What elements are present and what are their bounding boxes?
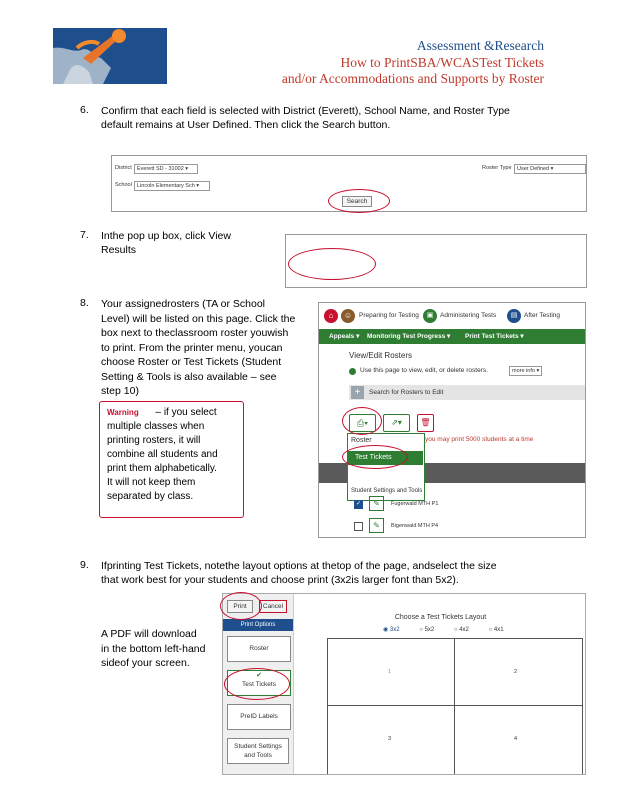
radio-5x2[interactable]: ○ 5x2: [419, 627, 435, 633]
step-9-line2: that work best for your students and choose print (3x2is larger font than 5x2).: [101, 574, 459, 586]
document-title-line2: and/or Accommodations and Supports by Roster: [281, 71, 544, 86]
print-menu-button[interactable]: ⎙▾: [349, 414, 376, 432]
step-8-text: [101, 297, 321, 399]
pdf-note-line: sideof your screen.: [101, 657, 190, 669]
dropdown-student-settings[interactable]: Student Settings and Tools: [351, 488, 423, 494]
radio-4x2[interactable]: ○ 4x2: [453, 627, 469, 633]
step-7-number: 7.: [80, 229, 89, 241]
row-checkbox-checked[interactable]: ✓: [355, 501, 362, 507]
page-title: View/Edit Rosters: [349, 351, 412, 360]
print-button[interactable]: Print: [227, 600, 253, 613]
grid-cell-2: 2: [514, 669, 518, 675]
warning-first-line: [107, 406, 241, 420]
monitor-icon: ▣: [423, 309, 437, 323]
warning-line: multiple classes when: [107, 421, 205, 432]
step-8-line: box next to theclassroom roster youwish: [101, 327, 289, 339]
option-roster[interactable]: Roster: [227, 636, 291, 662]
pdf-note-line: in the bottom left-hand: [101, 642, 206, 655]
home-icon[interactable]: ⌂: [324, 309, 338, 323]
search-button-highlight: [328, 189, 390, 213]
roster-type-select[interactable]: User Defined ▾: [514, 164, 586, 174]
option-test-tickets-label: Test Tickets: [242, 681, 276, 688]
layout-title: Choose a Test Tickets Layout: [394, 614, 487, 621]
tab-after[interactable]: After Testing: [524, 312, 561, 319]
print-limit-text: you may print 5000 students at a time: [425, 436, 534, 443]
school-select[interactable]: Lincoln Elementary Sch ▾: [134, 181, 210, 191]
print-button-highlight: [220, 592, 262, 620]
print-menu-highlight: [342, 407, 382, 435]
delete-icon[interactable]: 🗑: [417, 414, 434, 432]
export-button[interactable]: ⇗▾: [383, 414, 410, 432]
district-value: Everett SD - 31002: [137, 166, 184, 172]
more-info-button[interactable]: more info ▾: [509, 366, 542, 376]
step-8-line: Your assignedrosters (TA or School: [101, 298, 266, 310]
grid-divider-horizontal: [328, 705, 582, 706]
warning-line: print them alphabetically.: [107, 463, 217, 474]
warning-line: printing rosters, it will: [107, 435, 201, 446]
step-6-line2: default remains at User Defined. Then click the Search button.: [101, 119, 391, 131]
ticket-grid: [327, 638, 583, 775]
step-8-line: to print. From the printer menu, youcan: [101, 341, 283, 354]
test-tickets-highlight: [342, 445, 408, 469]
step-8-number: 8.: [80, 297, 89, 309]
step-9-line1: Ifprinting Test Tickets, notethe layout options at thetop of the page, andselect the size: [101, 560, 497, 572]
menu-appeals-label: Appeals: [329, 333, 355, 340]
district-label: District: [115, 165, 132, 171]
step-8-line: choose Roster or Test Tickets (Student: [101, 356, 282, 368]
table-row: Fugerwald MTH P1: [391, 501, 439, 507]
check-icon: ✔: [256, 672, 262, 679]
pdf-note: [101, 627, 219, 671]
info-icon: [349, 368, 356, 375]
print-options-title: Print Options: [223, 619, 293, 631]
roster-type-label: Roster Type: [482, 165, 512, 171]
user-icon[interactable]: ☺: [341, 309, 355, 323]
step-6-line1: Confirm that each field is selected with District (Everett), School Name, and Roster Type: [101, 105, 510, 117]
grid-divider-vertical: [454, 639, 455, 775]
view-results-highlight: [288, 248, 376, 280]
pdf-note-line: A PDF will download: [101, 628, 197, 640]
radio-4x2-label: 4x2: [459, 627, 469, 633]
radio-3x2[interactable]: ◉ 3x2: [383, 627, 400, 633]
warning-text: [107, 406, 241, 504]
expand-icon[interactable]: +: [351, 386, 364, 399]
radio-4x1-label: 4x1: [493, 627, 504, 633]
department-name: Assessment &Research: [416, 38, 544, 53]
table-row: Bigenwald MTH P4: [391, 523, 439, 529]
tab-administering[interactable]: Administering Tests: [440, 312, 497, 319]
cancel-button[interactable]: Cancel: [259, 600, 287, 613]
search-rosters-label: Search for Rosters to Edit: [369, 389, 444, 396]
warning-line: It will not keep them: [107, 477, 196, 488]
warning-line: combine all students and: [107, 449, 218, 460]
search-button[interactable]: Search: [342, 196, 372, 207]
tab-preparing[interactable]: Preparing for Testing: [359, 312, 419, 319]
menu-print-tickets-label: Print Test Tickets: [465, 333, 519, 340]
instruction-text: Use this page to view, edit, or delete rosters.: [360, 367, 488, 374]
edit-icon[interactable]: ✎: [369, 518, 384, 533]
menu-appeals[interactable]: Appeals ▾: [329, 333, 360, 340]
dropdown-preid-labels[interactable]: PreID Labels: [351, 470, 392, 477]
radio-3x2-label: 3x2: [389, 627, 400, 633]
menu-monitoring-label: Monitoring Test Progress: [367, 333, 446, 340]
warning-line: separated by class.: [107, 491, 194, 502]
step-7-line2: Results: [101, 244, 137, 256]
option-preid-labels[interactable]: PreID Labels: [227, 704, 291, 730]
grid-cell-4: 4: [514, 736, 518, 742]
step-8-line: step 10): [101, 385, 139, 397]
grid-cell-1: 1: [388, 669, 392, 675]
step-8-line: Level) will be listed on this page. Click the: [101, 312, 296, 325]
menu-print-tickets[interactable]: Print Test Tickets ▾: [465, 333, 524, 340]
step-7-line1: Inthe pop up box, click View: [101, 230, 231, 242]
report-icon: ▤: [507, 309, 521, 323]
radio-5x2-label: 5x2: [424, 627, 435, 633]
document-title-line1: How to PrintSBA/WCASTest Tickets: [340, 55, 544, 70]
school-label: School: [115, 182, 132, 188]
more-info-label: more info: [512, 368, 535, 374]
warning-label: Warning: [107, 408, 139, 417]
district-select[interactable]: Everett SD - 31002 ▾: [134, 164, 198, 174]
test-tickets-option-highlight: [224, 668, 290, 700]
dropdown-test-tickets-label: Test Tickets: [355, 454, 392, 461]
dropdown-roster[interactable]: Roster: [351, 437, 372, 444]
district-logo: [53, 28, 167, 84]
edit-icon[interactable]: ✎: [369, 496, 384, 511]
grid-cell-3: 3: [388, 736, 392, 742]
step-9-number: 9.: [80, 559, 89, 571]
step-8-line: Setting & Tools is also available – see: [101, 370, 277, 383]
radio-4x1[interactable]: ○ 4x1: [488, 627, 504, 633]
school-value: Lincoln Elementary Sch: [137, 183, 195, 189]
step-6-number: 6.: [80, 104, 89, 116]
menu-monitoring[interactable]: Monitoring Test Progress ▾: [367, 333, 451, 340]
warning-first-text: – if you select: [155, 407, 217, 418]
layout-options: [383, 626, 504, 633]
option-student-settings[interactable]: Student Settings and Tools: [227, 738, 289, 764]
row-checkbox[interactable]: [354, 522, 363, 531]
roster-type-value: User Defined: [517, 166, 550, 172]
